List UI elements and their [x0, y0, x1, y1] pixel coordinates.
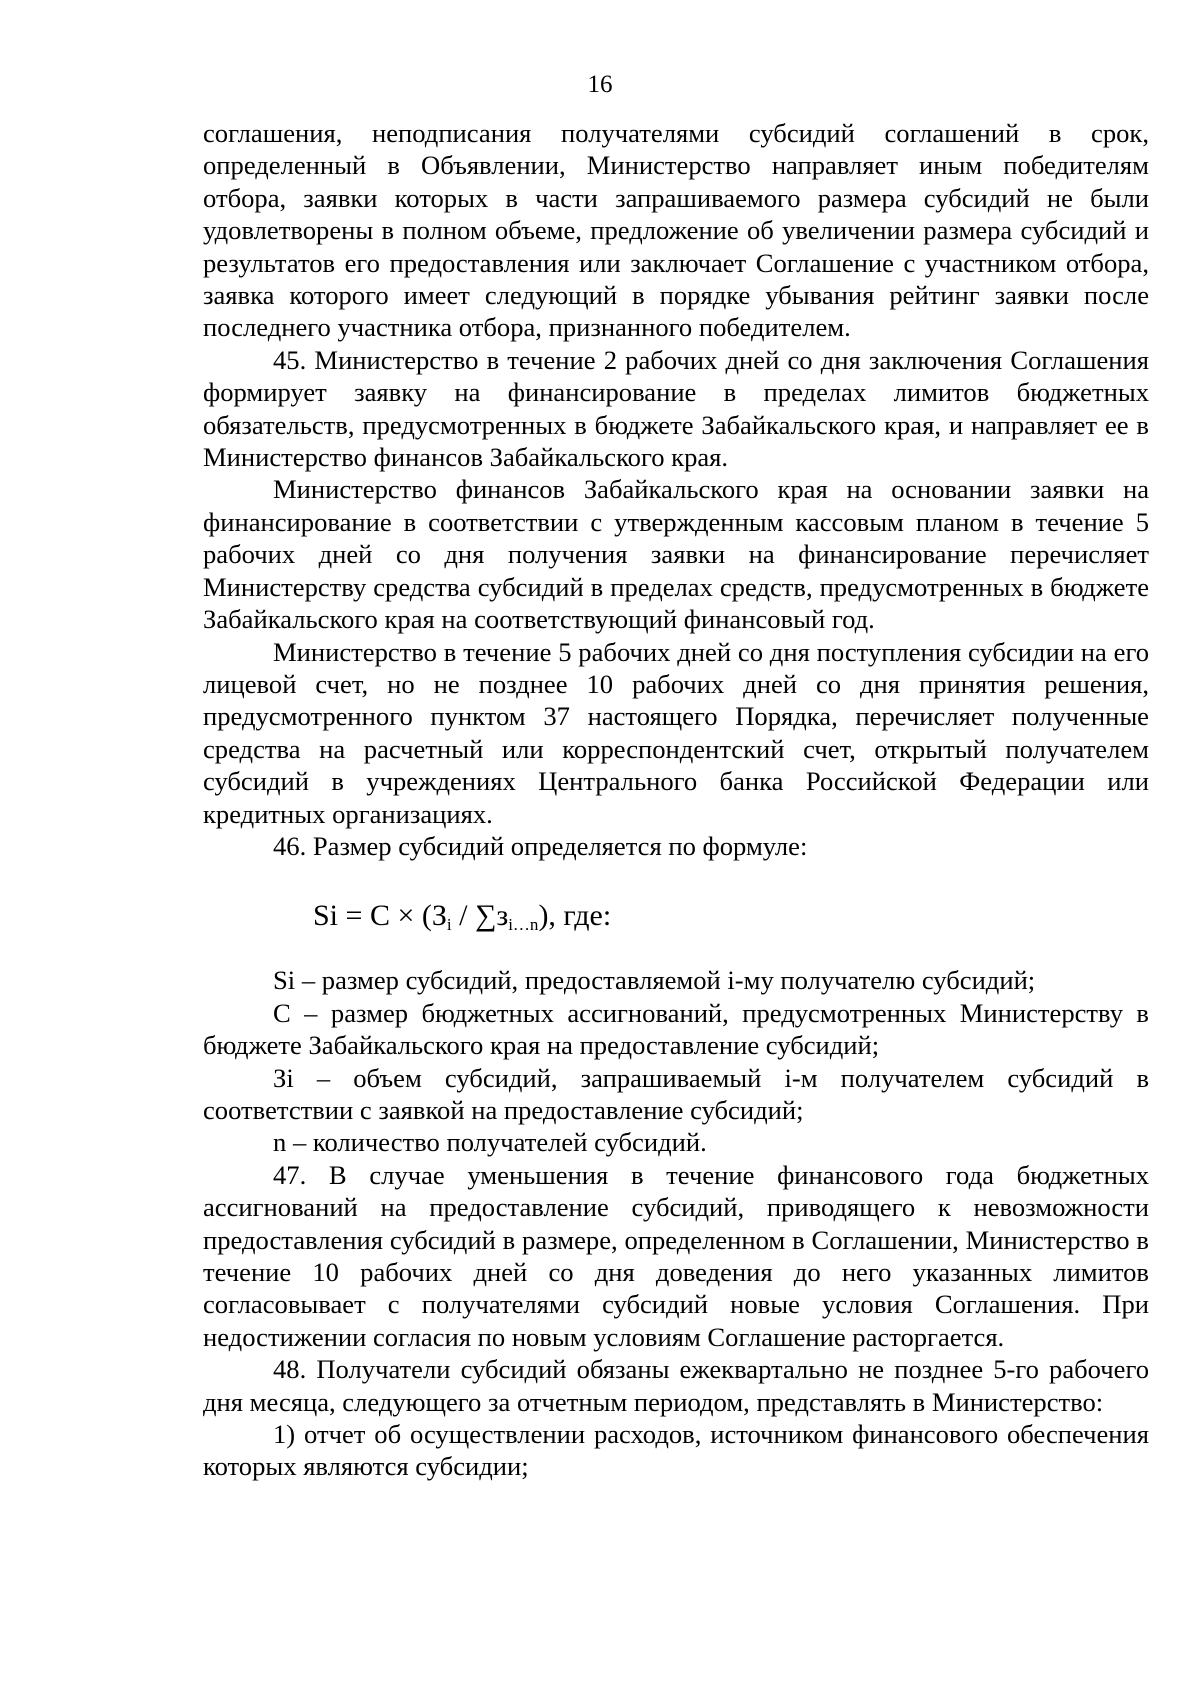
formula-middle: / ∑з	[451, 899, 509, 933]
subsidy-formula	[203, 896, 1149, 936]
page-number: 16	[587, 71, 613, 98]
paragraph-item-48: 48. Получатели субсидий обязаны ежеквартально не позднее 5-го рабочего дня месяца, следующего за отчетным периодом, представлять в Министерство:	[203, 1354, 1149, 1417]
formula-subscript-i: i	[446, 915, 452, 935]
formula-lhs: Si = С × (З	[313, 899, 447, 933]
formula-subscript-range: i…n	[508, 915, 539, 935]
paragraph-item-46: 46. Размер субсидий определяется по формуле:	[273, 830, 808, 861]
paragraph-item-45: 45. Министерство в течение 2 рабочих дней со дня заключения Соглашения формирует заявку на финансирование в пределах лимитов бюджетных обязательств, предусмотренных в бюджете Забайкальского края, и направляет ее в Министерство финансов Забайкальского края.	[203, 344, 1149, 473]
document-body	[203, 117, 1149, 1483]
formula-tail: ), где:	[538, 899, 612, 933]
definition-si: Si – размер субсидий, предоставляемой i-му получателю субсидий;	[273, 965, 1036, 996]
definition-zi: Зi – объем субсидий, запрашиваемый i-м получателем субсидий в соответствии с заявкой на предоставление субсидий;	[203, 1062, 1149, 1125]
definition-n: n – количество получателей субсидий.	[273, 1127, 707, 1158]
paragraph: Министерство в течение 5 рабочих дней со дня поступления субсидии на его лицевой счет, но не позднее 10 рабочих дней со дня принятия решения, предусмотренного пунктом 37 настоящего Порядка, перечисляет полученные средства на расчетный или корреспондентский счет, открытый получателем субсидий в учреждениях Центрального банка Российской Федерации или кредитных организациях.	[203, 636, 1149, 829]
paragraph: соглашения, неподписания получателями субсидий соглашений в срок, определенный в Объявлении, Министерство направляет иным победителям отбора, заявки которых в части запрашиваемого размера субсидий не были удовлетворены в полном объеме, предложение об увеличении размера субсидий и результатов его предоставления или заключает Соглашение с участником отбора, заявка которого имеет следующий в порядке убывания рейтинг заявки после последнего участника отбора, признанного победителем.	[203, 118, 1149, 343]
subitem-1: 1) отчет об осуществлении расходов, источником финансового обеспечения которых являются субсидии;	[203, 1419, 1149, 1482]
paragraph: Министерство финансов Забайкальского края на основании заявки на финансирование в соответствии с утвержденным кассовым планом в течение 5 рабочих дней со дня получения заявки на финансирование перечисляет Министерству средства субсидий в пределах средств, предусмотренных в бюджете Забайкальского края на соответствующий финансовый год.	[203, 474, 1149, 635]
definition-c: С – размер бюджетных ассигнований, предусмотренных Министерству в бюджете Забайкальского края на предоставление субсидий;	[203, 997, 1149, 1061]
paragraph-item-47: 47. В случае уменьшения в течение финансового года бюджетных ассигнований на предоставление субсидий, приводящего к невозможности предоставления субсидий в размере, определенном в Соглашении, Министерство в течение 10 рабочих дней со дня доведения до него указанных лимитов согласовывает с получателями субсидий новые условия Соглашения. При недостижении согласия по новым условиям Соглашение расторгается.	[203, 1159, 1149, 1352]
